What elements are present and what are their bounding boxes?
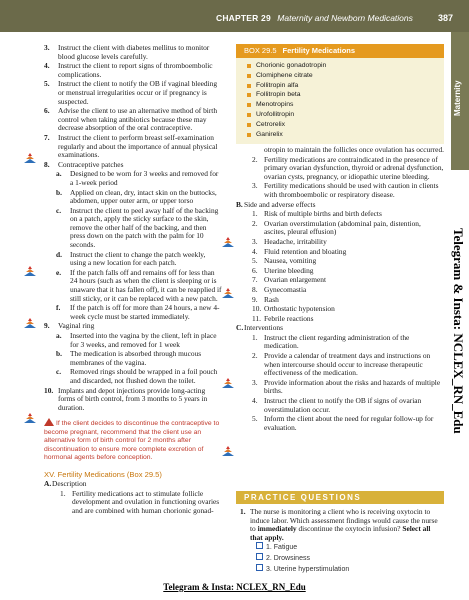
practice-heading: PRACTICE QUESTIONS xyxy=(244,493,362,502)
list-item xyxy=(44,44,222,61)
list-item: Follitropin beta xyxy=(246,90,444,100)
page-header xyxy=(0,0,469,32)
item-text: Headache, irritability xyxy=(264,236,327,246)
list-item xyxy=(236,276,444,285)
item-number: b. xyxy=(56,187,62,197)
box-label: BOX 29.5 xyxy=(244,46,277,55)
question-text: The nurse is monitoring a client who is receiving oxytocin to induce labor. Which assessment findings would cause the nurse to xyxy=(250,507,438,534)
subsection-heading xyxy=(236,201,444,210)
list-item: Ganirelix xyxy=(246,130,444,140)
alert-note xyxy=(44,418,222,462)
list-item: Clomiphene citrate xyxy=(246,71,444,81)
warning-triangle-icon xyxy=(44,418,54,426)
item-number: 2. xyxy=(252,154,258,164)
sub-item xyxy=(44,332,222,349)
item-text: If the patch is off for more than 24 hours, a new 4-week cycle must be started immediately. xyxy=(70,303,220,321)
priority-pyramid-icon xyxy=(24,153,36,163)
sub-item xyxy=(44,350,222,367)
subsection-letter: B. xyxy=(236,199,243,209)
subsection-letter: C. xyxy=(236,323,244,333)
question-text: discontinue the oxytocin infusion? xyxy=(296,524,403,534)
item-text: Advise the client to use an alternative method of birth control when taking antibiotics because these may decrease absorption of the oral contraceptive. xyxy=(58,106,218,133)
item-text: Instruct the client to perform breast self-examination regularly and about the importance of annual physical examinations. xyxy=(58,132,218,160)
chapter-label: CHAPTER 29 xyxy=(216,13,271,23)
item-number: 7. xyxy=(44,132,50,142)
list-item: Cetrorelix xyxy=(246,120,444,130)
box-title xyxy=(236,44,444,58)
sub-item xyxy=(44,207,222,250)
list-item: Chorionic gonadotropin xyxy=(246,61,444,71)
list-item xyxy=(236,156,444,182)
alert-text: If the client decides to discontinue the contraceptive to become pregnant, recommend that the client use an alternative form of birth control for 2 months after discontinuation to ensure more complete excretion of hormonal agents before conception. xyxy=(44,420,220,461)
option-label: 2. Drowsiness xyxy=(266,554,310,562)
item-text: Instruct the client to peel away half of the backing on a patch, apply the sticky surface to the skin, remove the other half of the backing, and then press down on the patch with the palm for 10 seconds. xyxy=(70,205,219,250)
item-number: 6. xyxy=(252,265,258,275)
item-text: Inform the client about the need for regular follow-up for evaluation. xyxy=(264,414,434,432)
list-item xyxy=(236,257,444,266)
box-title-text: Fertility Medications xyxy=(282,46,356,55)
item-number: a. xyxy=(56,169,62,179)
item-number: 10. xyxy=(252,304,262,314)
item-text: Inserted into the vagina by the client, left in place for 3 weeks, and removed for 1 week xyxy=(70,331,217,349)
side-tab xyxy=(451,32,469,170)
priority-pyramid-icon xyxy=(222,237,234,247)
question-instruction: Select all that apply. xyxy=(250,524,431,542)
list-item xyxy=(236,267,444,276)
page-number: 387 xyxy=(438,13,454,23)
item-text: Ovarian enlargement xyxy=(264,275,327,285)
bottom-watermark: Telegram & Insta: NCLEX_RN_Edu xyxy=(163,582,306,592)
item-text: Gynecomastia xyxy=(264,284,307,294)
practice-question xyxy=(236,508,444,574)
item-text: Instruct the client to report signs of thromboembolic complications. xyxy=(58,61,213,79)
item-text: Instruct the client to notify the OB if signs of ovarian overstimulation occur. xyxy=(264,396,422,414)
subsection-heading xyxy=(44,480,222,489)
item-number: 4. xyxy=(252,246,258,256)
list-item xyxy=(236,296,444,305)
question-emphasis: immediately xyxy=(257,524,297,534)
item-text: Instruct the client with diabetes mellitus to monitor blood glucose levels carefully. xyxy=(58,43,210,61)
right-column xyxy=(236,146,444,433)
subsection-letter: A. xyxy=(44,478,52,488)
option-label: 1. Fatigue xyxy=(266,544,298,552)
list-item xyxy=(44,134,222,160)
answer-option[interactable] xyxy=(236,553,444,564)
list-item xyxy=(44,80,222,106)
item-number: 3. xyxy=(252,377,258,387)
list-item xyxy=(236,397,444,414)
list-item xyxy=(236,334,444,351)
item-number: 2. xyxy=(252,351,258,361)
option-label: 3. Uterine hyperstimulation xyxy=(266,565,350,573)
item-text: Contraceptive patches xyxy=(58,159,124,169)
watermark-text: Telegram & Insta: NCLEX_RN_Edu xyxy=(451,228,466,434)
item-text: Orthostatic hypotension xyxy=(264,304,335,314)
fertility-medications-box xyxy=(236,44,444,144)
item-text: Fertility medications are contraindicated in the presence of primary ovarian dysfunction, thyroid or adrenal dysfunction, ovarian cysts, pregnancy, or idiopathic uterine bleeding. xyxy=(264,154,444,181)
item-text: Nausea, vomiting xyxy=(264,256,317,266)
item-number: d. xyxy=(56,249,62,259)
item-text: Applied on clean, dry, intact skin on the buttocks, abdomen, upper outer arm, or upper torso xyxy=(70,187,217,206)
sub-item xyxy=(44,304,222,321)
list-item xyxy=(236,352,444,378)
side-tab-label: Maternity xyxy=(453,80,462,116)
item-text: Uterine bleeding xyxy=(264,265,314,275)
item-number: c. xyxy=(56,367,62,377)
list-item xyxy=(236,305,444,314)
item-number: 6. xyxy=(44,106,50,116)
item-number: c. xyxy=(56,205,62,215)
list-item xyxy=(44,322,222,331)
list-item: Urofollitropin xyxy=(246,110,444,120)
list-item xyxy=(44,161,222,170)
item-number: 9. xyxy=(44,321,50,331)
item-number: 1. xyxy=(252,332,258,342)
item-text: Instruct the client to notify the OB if vaginal bleeding or menstrual irregularities occur or if pregnancy is suspected. xyxy=(58,79,218,106)
item-number: 11. xyxy=(252,313,261,323)
item-number: 2. xyxy=(252,218,258,228)
item-number: 3. xyxy=(44,43,50,52)
sub-item xyxy=(44,368,222,385)
list-item xyxy=(44,62,222,79)
item-text: Risk of multiple births and birth defects xyxy=(264,209,382,219)
item-number: 4. xyxy=(252,396,258,406)
chapter-heading xyxy=(216,13,413,23)
chapter-title: Maternity and Newborn Medications xyxy=(277,13,413,23)
item-number: 4. xyxy=(44,61,50,71)
item-number: 5. xyxy=(44,79,50,89)
item-number: 8. xyxy=(44,159,50,169)
item-number: 3. xyxy=(252,236,258,246)
continued-text xyxy=(236,146,444,155)
list-item: Follitropin alfa xyxy=(246,81,444,91)
answer-option[interactable] xyxy=(236,564,444,575)
item-text: Fluid retention and bloating xyxy=(264,246,347,256)
priority-pyramid-icon xyxy=(222,378,234,388)
item-number: 8. xyxy=(252,284,258,294)
sub-item xyxy=(44,189,222,206)
list-item xyxy=(44,387,222,413)
item-text: Designed to be worn for 3 weeks and removed for a 1-week period xyxy=(70,169,219,187)
item-text: Instruct the client to change the patch weekly, using a new location for each patch. xyxy=(70,249,206,268)
item-number: 10. xyxy=(44,385,54,395)
item-text: The medication is absorbed through mucous membranes of the vagina. xyxy=(70,349,202,367)
item-text: If the patch falls off and remains off for less than 24 hours (such as when the client is sleeping or is unaware that it has fallen off), it can be reapplied if still sticky, or it can be replaced with a new patch. xyxy=(70,267,222,303)
priority-pyramid-icon xyxy=(24,413,36,423)
box-reference: (Box 29.5) xyxy=(126,470,162,480)
question-number: 1. xyxy=(240,507,246,516)
list-item xyxy=(236,286,444,295)
item-number: 5. xyxy=(252,256,258,266)
subsection-heading xyxy=(236,324,444,333)
list-item xyxy=(236,220,444,237)
item-text: Removed rings should be wrapped in a foil pouch and discarded, not flushed down the toilet. xyxy=(70,367,218,385)
list-item xyxy=(236,379,444,396)
subsection-title: Description xyxy=(52,478,87,488)
item-text: Implants and depot injections provide long-acting forms of birth control, from 3 months to 5 years in duration. xyxy=(58,385,208,412)
item-text: Fertility medications should be used with caution in clients with thromboembolic or respiratory disease. xyxy=(264,181,439,199)
checkbox-icon[interactable] xyxy=(256,564,263,571)
list-item xyxy=(44,490,222,516)
priority-pyramid-icon xyxy=(222,288,234,298)
answer-option[interactable] xyxy=(236,542,444,553)
item-number: a. xyxy=(56,331,62,340)
list-item xyxy=(236,415,444,432)
sub-item xyxy=(44,251,222,268)
item-text: Provide information about the risks and hazards of multiple births. xyxy=(264,377,441,396)
practice-questions-header xyxy=(236,491,444,504)
subsection-title: Side and adverse effects xyxy=(244,199,316,209)
priority-pyramid-icon xyxy=(24,318,36,328)
item-number: 5. xyxy=(252,414,258,424)
item-text: Instruct the client regarding administration of the medication. xyxy=(264,332,410,351)
item-text: otropin to maintain the follicles once ovulation has occurred. xyxy=(264,145,444,154)
list-item xyxy=(236,210,444,219)
item-text: Fertility medications act to stimulate follicle development and ovulation in functioning ovaries and are combined with human chorionic gonad- xyxy=(72,488,220,515)
item-text: Ovarian overstimulation (abdominal pain, distention, ascites, pleural effusion) xyxy=(264,218,421,237)
item-text: Provide a calendar of treatment days and instructions on when intercourse should occur to increase therapeutic effectiveness of the medication. xyxy=(264,351,431,378)
item-text: Febrile reactions xyxy=(264,313,314,323)
sub-item xyxy=(44,170,222,187)
left-column xyxy=(44,44,222,516)
list-item xyxy=(236,238,444,247)
box-list xyxy=(236,58,444,139)
item-number: 7. xyxy=(252,275,258,285)
item-number: e. xyxy=(56,267,62,277)
item-number: 9. xyxy=(252,294,258,304)
list-item xyxy=(236,182,444,199)
list-item xyxy=(236,315,444,324)
item-number: 1. xyxy=(60,488,66,498)
item-number: f. xyxy=(56,303,61,313)
priority-pyramid-icon xyxy=(222,446,234,456)
item-number: b. xyxy=(56,349,62,359)
item-text: Vaginal ring xyxy=(58,321,95,331)
item-number: 3. xyxy=(252,181,258,191)
list-item: Menotropins xyxy=(246,100,444,110)
sub-item xyxy=(44,269,222,303)
item-text: Rash xyxy=(264,294,279,304)
subsection-title: Interventions xyxy=(244,323,283,333)
checkbox-icon[interactable] xyxy=(256,542,263,549)
item-number: 1. xyxy=(252,209,258,219)
list-item xyxy=(44,107,222,133)
priority-pyramid-icon xyxy=(24,266,36,276)
list-item xyxy=(236,248,444,257)
checkbox-icon[interactable] xyxy=(256,553,263,560)
section-title: XV. Fertility Medications xyxy=(44,470,125,480)
question-stem xyxy=(236,508,444,542)
